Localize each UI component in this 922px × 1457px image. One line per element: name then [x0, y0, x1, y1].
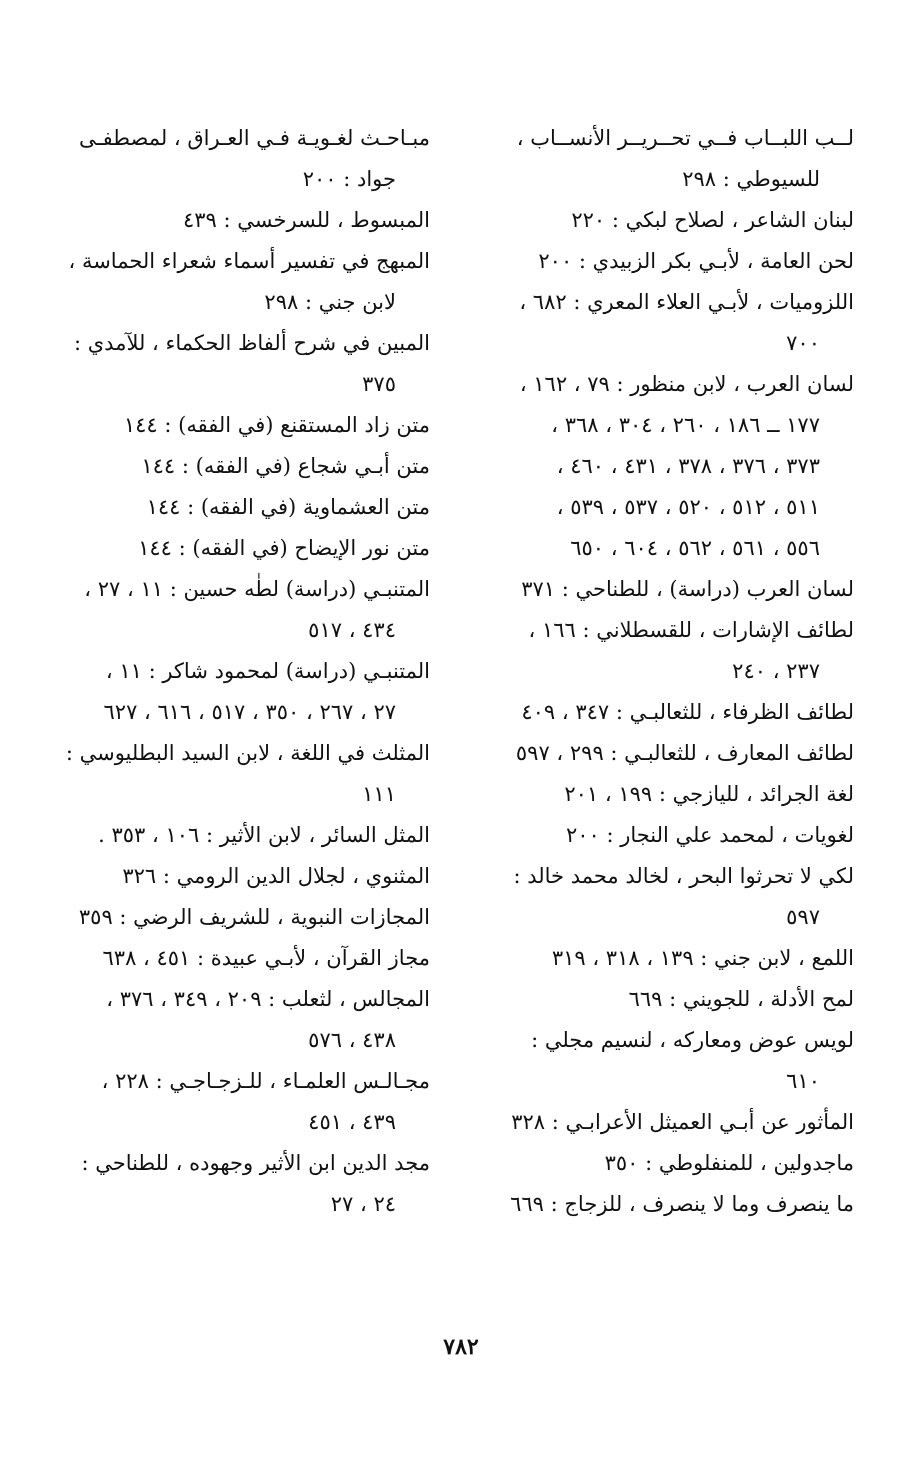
entry-continuation: ٤٣٩ ، ٤٥١ — [308, 1110, 396, 1134]
index-entry — [54, 118, 430, 200]
entry-line: لطائف الإشارات ، للقسطلاني : ١٦٦ ، — [528, 618, 854, 642]
index-entry — [482, 118, 854, 200]
entry-line: المتنبـي (دراسة) لمحمود شاكر : ١١ ، — [105, 659, 430, 683]
index-entry — [54, 487, 430, 528]
index-entry — [482, 774, 854, 815]
entry-line: المبهج في تفسير أسماء شعراء الحماسة ، — [68, 249, 430, 273]
entry-line: المأثور عن أبـي العميثل الأعرابـي : ٣٢٨ — [511, 1110, 854, 1134]
entry-line: متن زاد المستقنع (في الفقه) : ١٤٤ — [123, 413, 430, 437]
index-entry — [482, 733, 854, 774]
entry-line: المثنوي ، لجلال الدين الرومي : ٣٢٦ — [122, 864, 430, 888]
index-entry — [482, 364, 854, 569]
index-column-left — [54, 118, 430, 1225]
index-entry — [482, 692, 854, 733]
entry-line: لــب اللبــاب فــي تحــريــر الأنســاب ، — [516, 126, 854, 150]
entry-line: لسان العرب ، لابن منظور : ٧٩ ، ١٦٢ ، — [519, 372, 854, 396]
entry-line: اللمع ، لابن جني : ١٣٩ ، ٣١٨ ، ٣١٩ — [551, 946, 854, 970]
entry-line: لبنان الشاعر ، لصلاح لبكي : ٢٢٠ — [571, 208, 854, 232]
index-entry — [482, 938, 854, 979]
index-entry — [54, 897, 430, 938]
index-entry — [54, 528, 430, 569]
entry-continuation: ٤٣٨ ، ٥٧٦ — [308, 1028, 396, 1052]
entry-continuation: ٧٠٠ — [786, 331, 820, 355]
entry-line: المجازات النبوية ، للشريف الرضي : ٣٥٩ — [78, 905, 430, 929]
index-entry — [54, 815, 430, 856]
entry-line: لسان العرب (دراسة) ، للطناحي : ٣٧١ — [521, 577, 854, 601]
entry-line: لطائف الظرفاء ، للثعالبـي : ٣٤٧ ، ٤٠٩ — [521, 700, 854, 724]
index-entry — [482, 1184, 854, 1225]
entry-line: لغة الجرائد ، لليازجي : ١٩٩ ، ٢٠١ — [564, 782, 854, 806]
index-entry — [54, 733, 430, 815]
index-entry — [54, 323, 430, 405]
entry-line: متن العشماوية (في الفقه) : ١٤٤ — [146, 495, 430, 519]
entry-continuation: ٢٧ ، ٢٦٧ ، ٣٥٠ ، ٥١٧ ، ٦١٦ ، ٦٢٧ — [103, 700, 396, 724]
entry-continuation: ١٧٧ ــ ١٨٦ ، ٢٦٠ ، ٣٠٤ ، ٣٦٨ ، — [551, 413, 820, 437]
entry-continuation: ٣٧٣ ، ٣٧٦ ، ٣٧٨ ، ٤٣١ ، ٤٦٠ ، — [556, 454, 820, 478]
index-entry — [54, 241, 430, 323]
entry-line: مجد الدين ابن الأثير وجهوده ، للطناحي : — [81, 1151, 430, 1175]
index-entry — [482, 282, 854, 364]
index-entry — [54, 446, 430, 487]
index-entry — [54, 938, 430, 979]
entry-line: المتنبـي (دراسة) لطٰه حسين : ١١ ، ٢٧ ، — [84, 577, 430, 601]
index-entry — [482, 1102, 854, 1143]
entry-continuation: ٤٣٤ ، ٥١٧ — [308, 618, 396, 642]
index-entry — [482, 815, 854, 856]
entry-continuation: جواد : ٢٠٠ — [302, 167, 396, 191]
entry-continuation: ١١١ — [362, 782, 396, 806]
index-entry — [482, 610, 854, 692]
entry-line: لمح الأدلة ، للجويني : ٦٦٩ — [628, 987, 854, 1011]
index-entry — [482, 979, 854, 1020]
entry-line: اللزوميات ، لأبـي العلاء المعري : ٦٨٢ ، — [519, 290, 854, 314]
entry-continuation: للسيوطي : ٢٩٨ — [682, 167, 820, 191]
index-entry — [482, 200, 854, 241]
index-column-right — [482, 118, 854, 1225]
index-entry — [54, 1143, 430, 1225]
index-entry — [482, 1020, 854, 1102]
entry-line: لكي لا تحرثوا البحر ، لخالد محمد خالد : — [513, 864, 854, 888]
index-entry — [54, 979, 430, 1061]
entry-line: لحن العامة ، لأبـي بكر الزبيدي : ٢٠٠ — [538, 249, 854, 273]
entry-continuation: ٦١٠ — [786, 1069, 820, 1093]
entry-line: مجـالـس العلمـاء ، للـزجـاجـي : ٢٢٨ ، — [101, 1069, 430, 1093]
index-entry — [482, 856, 854, 938]
entry-line: المبين في شرح ألفاظ الحكماء ، للآمدي : — [73, 331, 430, 355]
entry-continuation: ٢٣٧ ، ٢٤٠ — [732, 659, 820, 683]
entry-line: لغويات ، لمحمد علي النجار : ٢٠٠ — [565, 823, 854, 847]
index-entry — [54, 405, 430, 446]
entry-continuation: ٥٥٦ ، ٥٦١ ، ٥٦٢ ، ٦٠٤ ، ٦٥٠ — [570, 536, 820, 560]
entry-continuation: ٥٩٧ — [786, 905, 820, 929]
entry-line: متن نور الإيضاح (في الفقه) : ١٤٤ — [138, 536, 430, 560]
index-entry — [54, 200, 430, 241]
index-entry — [482, 1143, 854, 1184]
entry-continuation: ٥١١ ، ٥١٢ ، ٥٢٠ ، ٥٣٧ ، ٥٣٩ ، — [556, 495, 820, 519]
entry-line: المثلث في اللغة ، لابن السيد البطليوسي : — [65, 741, 430, 765]
entry-line: المجالس ، لثعلب : ٢٠٩ ، ٣٤٩ ، ٣٧٦ ، — [106, 987, 430, 1011]
entry-line: ماجدولين ، للمنفلوطي : ٣٥٠ — [604, 1151, 854, 1175]
entry-line: متن أبـي شجاع (في الفقه) : ١٤٤ — [141, 454, 430, 478]
page-number: ٧٨٢ — [443, 1334, 479, 1360]
index-entry — [54, 1061, 430, 1143]
entry-line: لويس عوض ومعاركه ، لنسيم مجلي : — [531, 1028, 854, 1052]
index-entry — [482, 241, 854, 282]
entry-line: مجاز القرآن ، لأبـي عبيدة : ٤٥١ ، ٦٣٨ — [102, 946, 430, 970]
entry-continuation: ٢٤ ، ٢٧ — [330, 1192, 396, 1216]
entry-continuation: لابن جني : ٢٩٨ — [264, 290, 396, 314]
index-entry — [482, 569, 854, 610]
index-entry — [54, 651, 430, 733]
index-entry — [54, 856, 430, 897]
entry-line: لطائف المعارف ، للثعالبـي : ٢٩٩ ، ٥٩٧ — [515, 741, 854, 765]
entry-line: المبسوط ، للسرخسي : ٤٣٩ — [182, 208, 430, 232]
entry-line: المثل السائر ، لابن الأثير : ١٠٦ ، ٣٥٣ . — [98, 823, 430, 847]
entry-line: ما ينصرف وما لا ينصرف ، للزجاج : ٦٦٩ — [510, 1192, 854, 1216]
index-entry — [54, 569, 430, 651]
entry-line: مبـاحـث لغـويـة فـي العـراق ، لمصطفـى — [78, 126, 430, 150]
entry-continuation: ٣٧٥ — [362, 372, 396, 396]
